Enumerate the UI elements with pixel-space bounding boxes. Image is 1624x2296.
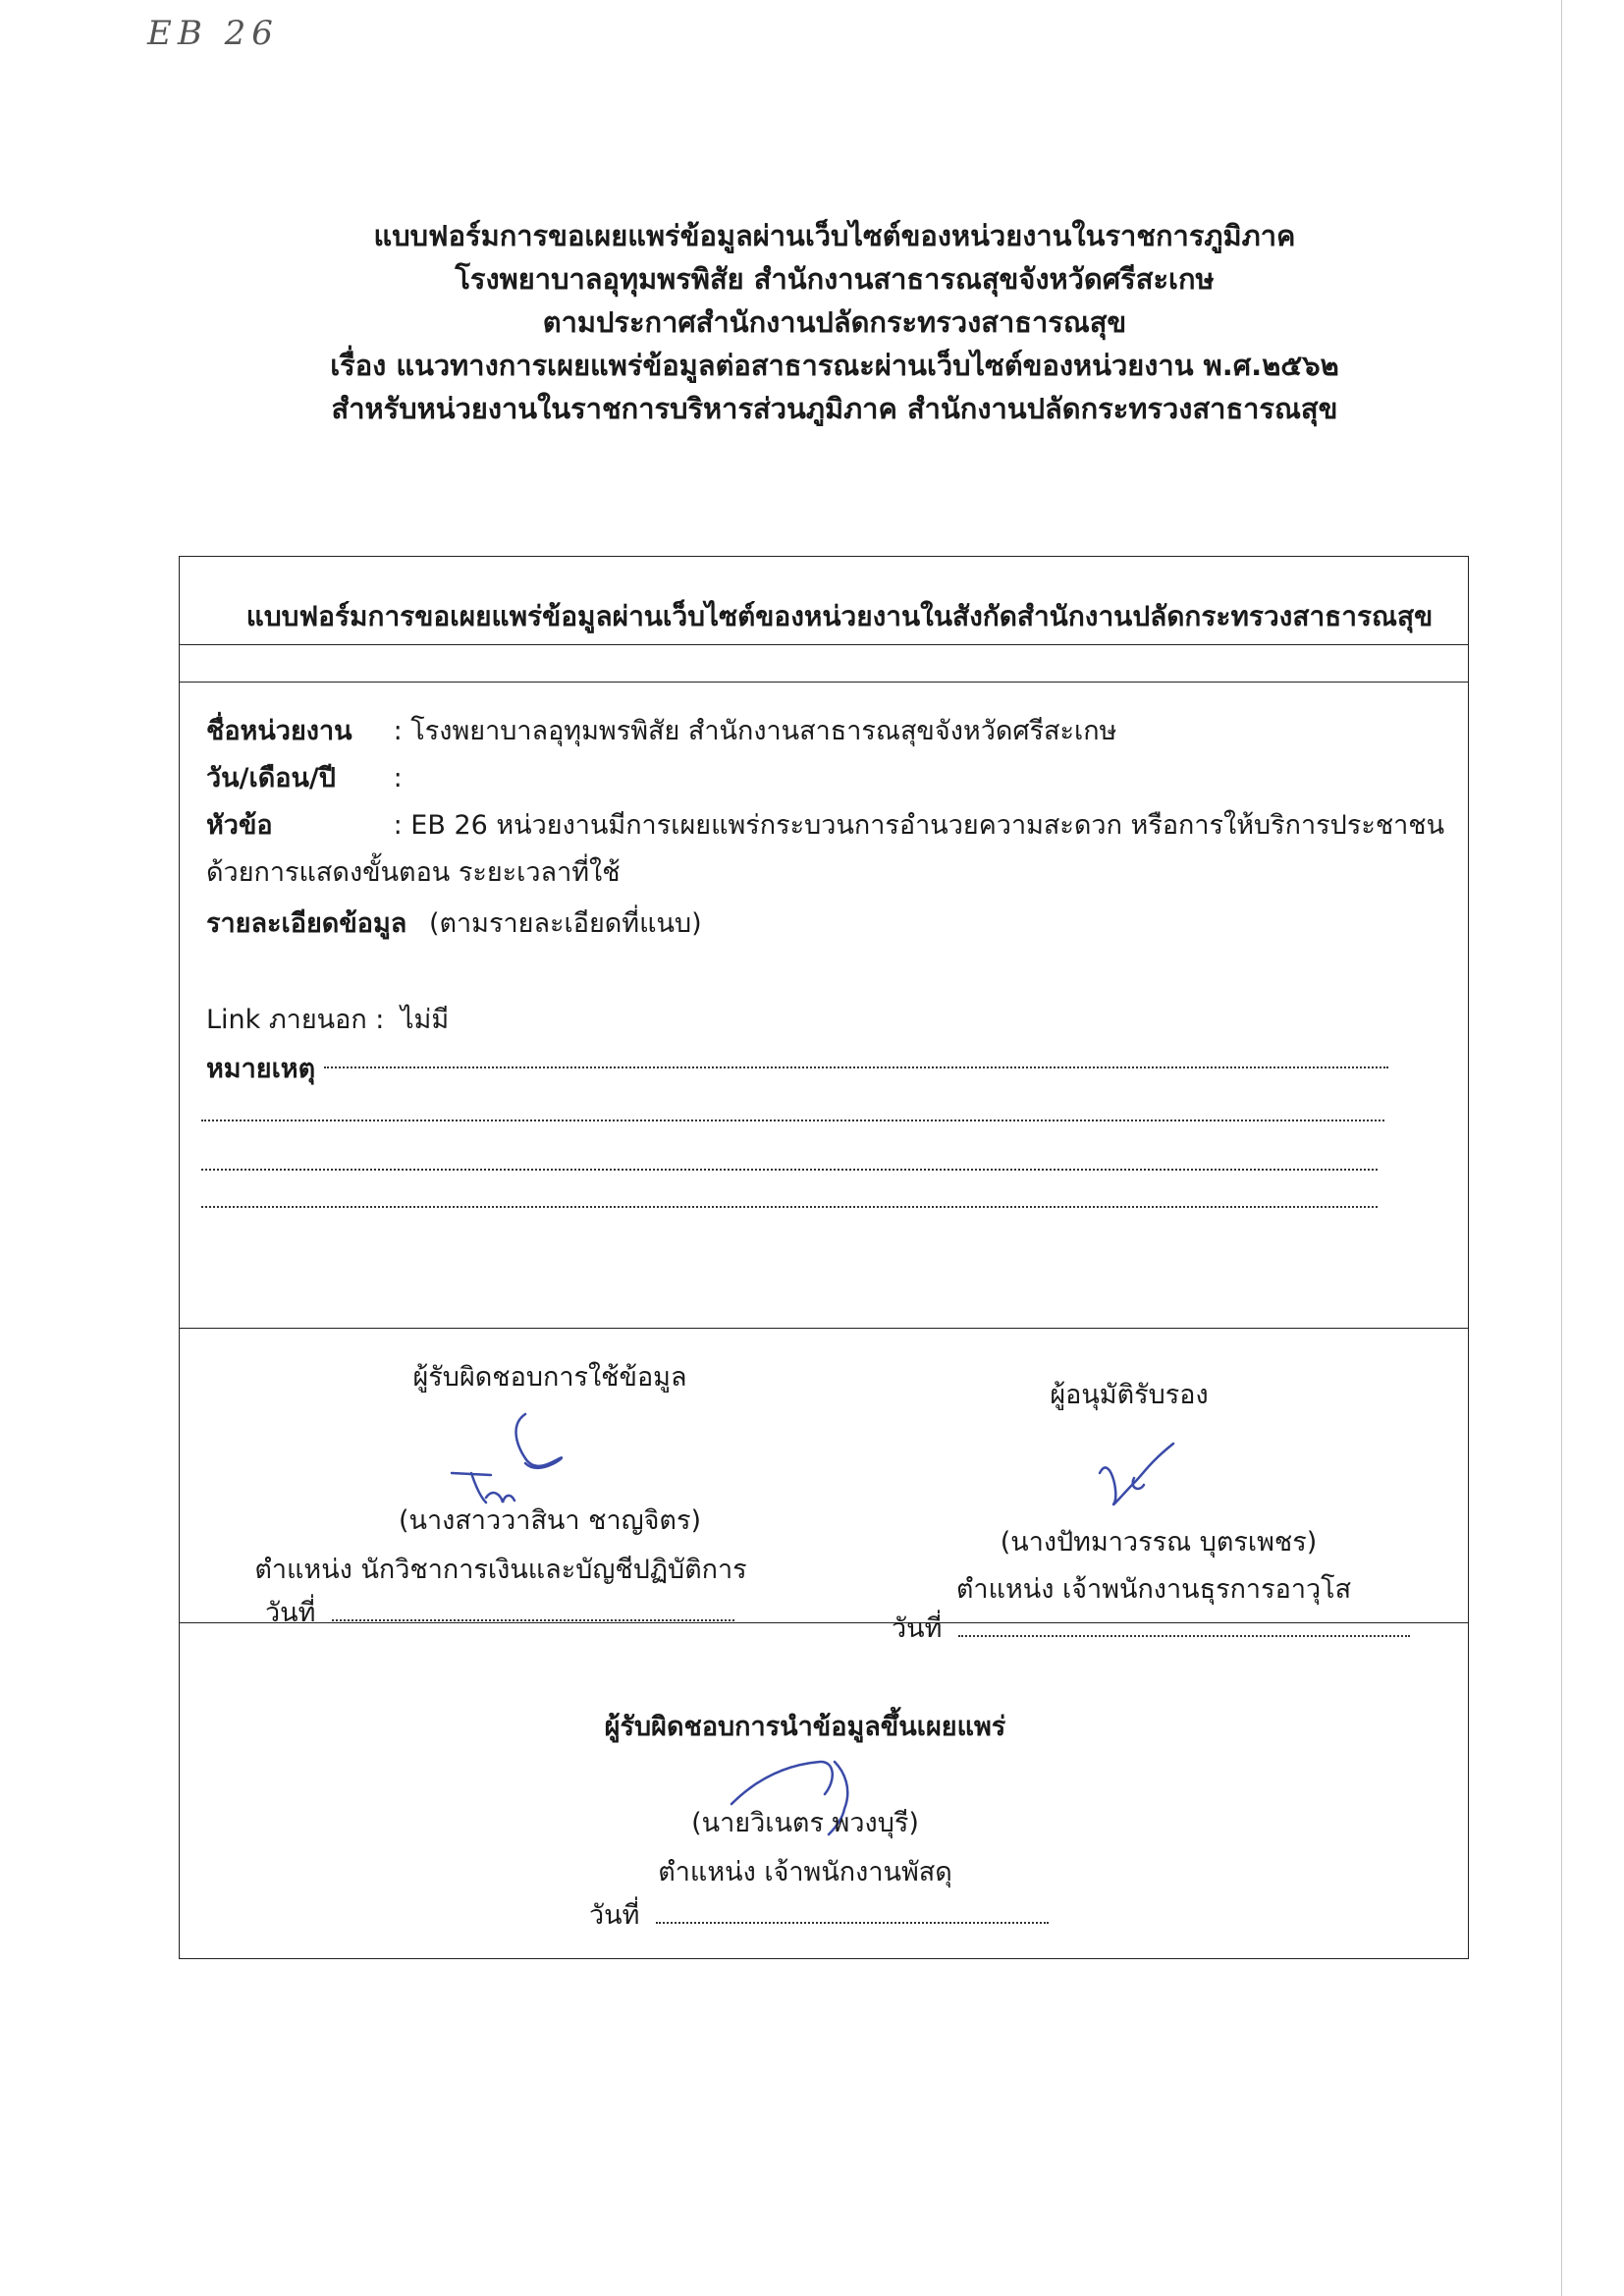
publisher-position: ตำแหน่ง เจ้าพนักงานพัสดุ [658,1857,952,1887]
header-line-3: ตามประกาศสำนักงานปลัดกระทรวงสาธารณสุข [542,305,1127,339]
link-row [206,998,449,1040]
title-divider [179,644,1469,645]
responsible-name: (นางสาววาสินา ชาญจิตร) [398,1505,702,1536]
link-label: Link ภายนอก : [206,1005,385,1035]
approver-position: ตำแหน่ง เจ้าพนักงานธุรการอาวุโส [955,1574,1352,1605]
approver-date-row [892,1607,1410,1649]
detail-row [206,902,702,944]
responsible-date-row [265,1591,734,1633]
publisher-date-row [589,1893,1049,1936]
remark-line-1 [324,1066,1388,1068]
remark-line-2 [201,1120,1384,1121]
remark-line-3 [201,1169,1378,1171]
form-title: แบบฟอร์มการขอเผยแพร่ข้อมูลผ่านเว็บไซต์ของหน่วยงานในสังกัดสำนักงานปลัดกระทรวงสาธารณสุข [245,600,1434,632]
page-edge-line [1561,0,1562,2296]
remark-line-4 [201,1206,1378,1208]
approver-signature [1080,1434,1188,1516]
header-line-4: เรื่อง แนวทางการเผยแพร่ข้อมูลต่อสาธารณะผ่านเว็บไซต์ของหน่วยงาน พ.ศ.๒๕๖๒ [330,349,1339,382]
date-value: : [393,763,403,793]
unit-value: : โรงพยาบาลอุทุมพรพิสัย สำนักงานสาธารณสุขจังหวัดศรีสะเกษ [393,716,1117,746]
header-line-5: สำหรับหน่วยงานในราชการบริหารส่วนภูมิภาค สำนักงานปลัดกระทรวงสาธารณสุข [331,392,1338,425]
topic-label: หัวข้อ [206,810,273,841]
responsible-title: ผู้รับผิดชอบการใช้ข้อมูล [412,1362,687,1393]
responsible-date-line [332,1619,734,1621]
remark-label: หมายเหตุ [206,1054,316,1084]
detail-label: รายละเอียดข้อมูล [206,908,407,939]
responsible-date-label: วันที่ [265,1598,316,1628]
approver-name: (นางปัทมาวรรณ บุตรเพชร) [1000,1527,1318,1558]
remark-row [206,1047,315,1089]
header-line-2: โรงพยาบาลอุทุมพรพิสัย สำนักงานสาธารณสุขจังหวัดศรีสะเกษ [455,262,1215,296]
content-divider [179,682,1469,683]
publisher-date-label: วันที่ [589,1900,640,1931]
publisher-title: ผู้รับผิดชอบการนำข้อมูลขึ้นเผยแพร่ [604,1712,1006,1742]
approver-title: ผู้อนุมัติรับรอง [1050,1380,1209,1410]
publisher-date-line [656,1922,1049,1924]
handwritten-note: EB 26 [147,14,279,53]
link-value: ไม่มี [400,1005,450,1035]
signature-divider [179,1328,1469,1329]
unit-label: ชื่อหน่วยงาน [206,716,352,746]
approver-date-label: วันที่ [892,1613,943,1644]
header-line-1: แบบฟอร์มการขอเผยแพร่ข้อมูลผ่านเว็บไซต์ของหน่วยงานในราชการภูมิภาค [373,219,1296,252]
document-header [196,214,1473,430]
topic-value-line1: : EB 26 หน่วยงานมีการเผยแพร่กระบวนการอำนวยความสะดวก หรือการให้บริการประชาชน [393,810,1445,841]
date-label: วัน/เดือน/ปี [206,763,336,793]
unit-row [206,709,1116,751]
responsible-position: ตำแหน่ง นักวิชาการเงินและบัญชีปฏิบัติการ [254,1555,747,1585]
topic-continuation: ด้วยการแสดงขั้นตอน ระยะเวลาที่ใช้ [206,857,621,888]
detail-value: (ตามรายละเอียดที่แนบ) [428,908,702,939]
topic-row [206,803,1444,846]
publisher-name: (นายวิเนตร พวงบุรี) [691,1808,919,1838]
date-row [206,756,403,798]
approver-date-line [958,1635,1410,1637]
